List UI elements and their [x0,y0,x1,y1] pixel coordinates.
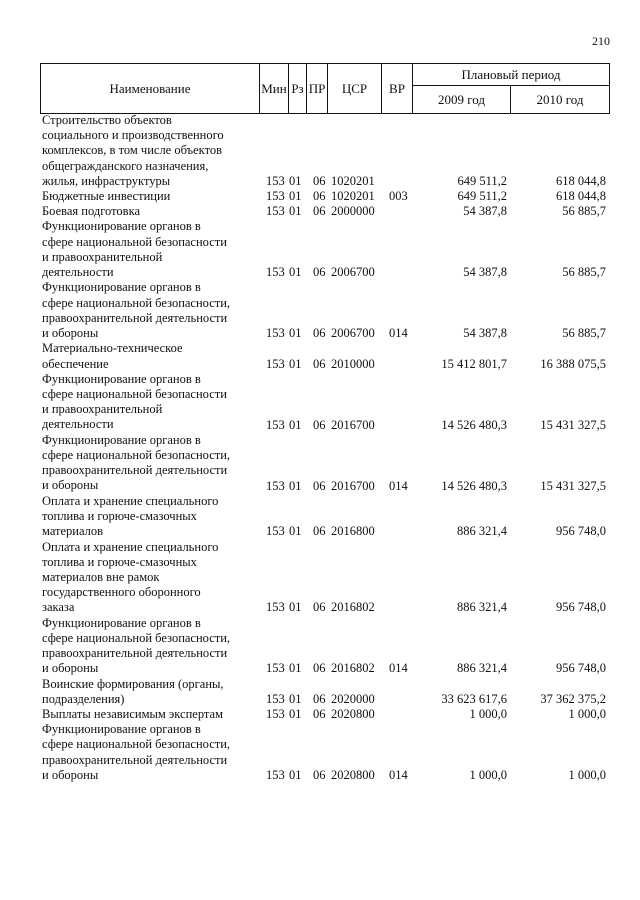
row-min: 153 [266,707,285,722]
header-year-2009: 2009 год [438,91,485,107]
row-vr: 003 [389,188,408,203]
row-min: 153 [266,356,285,371]
row-min: 153 [266,478,285,493]
row-value-2009: 54 387,8 [463,265,507,280]
row-pr: 06 [313,478,326,493]
row-pr: 06 [313,356,326,371]
row-value-2010: 15 431 327,5 [540,478,606,493]
row-csr: 2016700 [331,417,375,432]
row-value-2010: 1 000,0 [568,768,606,783]
row-value-2010: 37 362 375,2 [540,691,606,706]
row-rz: 01 [289,600,302,615]
row-csr: 2020000 [331,691,375,706]
table-row [0,189,640,204]
row-pr: 06 [313,661,326,676]
row-csr: 2020800 [331,707,375,722]
row-value-2010: 956 748,0 [556,661,606,676]
row-csr: 1020201 [331,173,375,188]
row-value-2009: 14 526 480,3 [441,478,507,493]
row-value-2010: 1 000,0 [568,707,606,722]
header-min: Мин [261,80,287,96]
table-row [0,372,640,433]
row-min: 153 [266,600,285,615]
row-min: 153 [266,326,285,341]
row-value-2009: 33 623 617,6 [441,691,507,706]
row-vr: 014 [389,661,408,676]
row-rz: 01 [289,417,302,432]
row-pr: 06 [313,707,326,722]
table-row [0,113,640,189]
row-rz: 01 [289,326,302,341]
row-min: 153 [266,417,285,432]
row-name: Функционирование органов в сфере национальной безопасности, правоохранительной деятельности и обороны [42,722,231,782]
row-min: 153 [266,768,285,783]
row-value-2009: 886 321,4 [457,600,507,615]
row-name: Боевая подготовка [42,204,141,219]
table-row [0,616,640,677]
row-pr: 06 [313,768,326,783]
header-plan-period: Плановый период [461,66,561,82]
row-value-2009: 15 412 801,7 [441,356,507,371]
row-csr: 2020800 [331,768,375,783]
header-vr: ВР [389,80,405,96]
table-row [0,341,640,372]
row-pr: 06 [313,188,326,203]
row-value-2009: 649 511,2 [457,173,507,188]
table-row [0,219,640,280]
table-body [0,113,640,783]
row-value-2010: 618 044,8 [556,188,606,203]
table-row [0,707,640,722]
row-value-2009: 649 511,2 [457,188,507,203]
table-row [0,677,640,708]
row-value-2010: 956 748,0 [556,524,606,539]
row-rz: 01 [289,691,302,706]
row-pr: 06 [313,691,326,706]
row-name: Функционирование органов в сфере национальной безопасности, правоохранительной деятельности и обороны [42,615,231,676]
row-rz: 01 [289,524,302,539]
row-min: 153 [266,188,285,203]
row-value-2009: 886 321,4 [457,524,507,539]
table-row [0,280,640,341]
row-name: Строительство объектов социального и производственного комплексов, в том числе объектов общегражданского назначения, жилья, инфраструктуры [42,113,224,188]
row-min: 153 [266,691,285,706]
row-name: Функционирование органов в сфере национальной безопасности и правоохранительной деятельности [42,371,227,432]
row-value-2010: 56 885,7 [562,265,606,280]
header-year-2010: 2010 год [536,91,584,107]
row-csr: 2000000 [331,204,375,219]
row-name: Оплата и хранение специального топлива и горюче-смазочных материалов [42,493,219,539]
row-min: 153 [266,524,285,539]
row-pr: 06 [313,204,326,219]
row-pr: 06 [313,173,326,188]
table-header [0,0,640,120]
table-row [0,540,640,616]
row-value-2009: 886 321,4 [457,661,507,676]
row-csr: 1020201 [331,188,375,203]
row-rz: 01 [289,356,302,371]
header-pr: ПР [308,80,326,96]
table-row [0,204,640,219]
row-value-2010: 618 044,8 [556,173,606,188]
row-csr: 2010000 [331,356,375,371]
row-csr: 2006700 [331,265,375,280]
row-value-2010: 15 431 327,5 [540,417,606,432]
row-vr: 014 [389,326,408,341]
row-vr: 014 [389,768,408,783]
row-pr: 06 [313,417,326,432]
row-rz: 01 [289,661,302,676]
row-csr: 2016802 [331,600,375,615]
page-number: 210 [592,34,610,48]
row-value-2010: 956 748,0 [556,600,606,615]
row-rz: 01 [289,265,302,280]
row-rz: 01 [289,188,302,203]
row-vr: 014 [389,478,408,493]
row-rz: 01 [289,478,302,493]
row-name: Функционирование органов в сфере национальной безопасности и правоохранительной деятельности [42,219,227,279]
row-name: Материально-техническое обеспечение [42,341,183,371]
row-value-2009: 54 387,8 [463,326,507,341]
row-name: Функционирование органов в сфере национальной безопасности, правоохранительной деятельности и обороны [42,432,231,493]
table-row [0,433,640,494]
row-value-2009: 14 526 480,3 [441,417,507,432]
row-min: 153 [266,265,285,280]
row-value-2009: 1 000,0 [469,768,507,783]
row-csr: 2016802 [331,661,375,676]
row-rz: 01 [289,204,302,219]
row-rz: 01 [289,173,302,188]
row-pr: 06 [313,600,326,615]
table-row [0,494,640,540]
row-name: Воинские формирования (органы, подразделения) [42,676,224,706]
row-value-2009: 1 000,0 [469,707,507,722]
row-csr: 2016700 [331,478,375,493]
row-pr: 06 [313,326,326,341]
row-csr: 2006700 [331,326,375,341]
row-pr: 06 [313,524,326,539]
row-rz: 01 [289,707,302,722]
row-name: Оплата и хранение специального топлива и горюче-смазочных материалов вне рамок государственного оборонного заказа [42,539,219,615]
row-name: Бюджетные инвестиции [42,189,171,203]
row-value-2010: 56 885,7 [562,326,606,341]
row-min: 153 [266,661,285,676]
row-pr: 06 [313,265,326,280]
row-value-2009: 54 387,8 [463,204,507,219]
row-name: Выплаты независимым экспертам [42,707,223,722]
header-vline [609,63,610,114]
header-csr: ЦСР [341,80,368,96]
row-min: 153 [266,204,285,219]
table-row [0,722,640,783]
row-name: Функционирование органов в сфере национальной безопасности, правоохранительной деятельности и обороны [42,280,231,340]
row-rz: 01 [289,768,302,783]
row-csr: 2016800 [331,524,375,539]
row-min: 153 [266,173,285,188]
row-value-2010: 16 388 075,5 [540,356,606,371]
row-value-2010: 56 885,7 [562,204,606,219]
header-rz: Рз [291,80,304,96]
header-name: Наименование [109,80,191,96]
